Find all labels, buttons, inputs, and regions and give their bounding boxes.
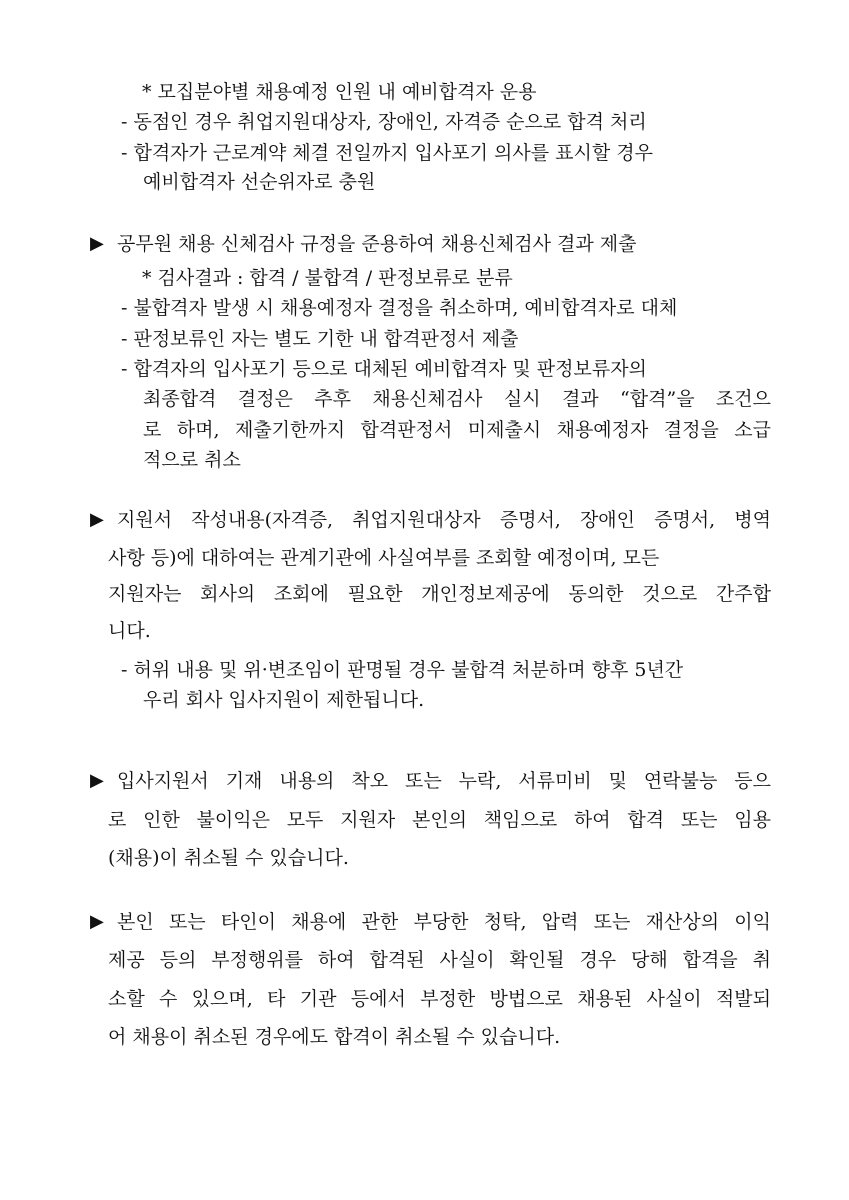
s2-final-line1: - 합격자의 입사포기 등으로 대체된 예비합격자 및 판정보류자의	[121, 358, 647, 380]
s3-line4: 니다.	[108, 620, 151, 642]
s2-bullet-icon: ▶	[90, 233, 104, 254]
s3-line2: 사항 등)에 대하여는 관계기관에 사실여부를 조회할 예정이며, 모든	[108, 547, 660, 569]
s4-line1: 입사지원서 기재 내용의 착오 또는 누락, 서류미비 및 연락불능 등으	[117, 770, 771, 792]
s2-final-line4: 적으로 취소	[143, 449, 241, 471]
s5-bullet-icon: ▶	[90, 911, 104, 932]
s4-line2: 로 인한 불이익은 모두 지원자 본인의 책임으로 하여 합격 또는 임용	[108, 809, 771, 831]
s2-final-line2: 최종합격 결정은 추후 채용신체검사 실시 결과 “합격”을 조건으	[143, 388, 771, 410]
s1-tie-rule: - 동점인 경우 취업지원대상자, 장애인, 자격증 순으로 합격 처리	[121, 111, 647, 133]
s2-note: * 검사결과 : 합격 / 불합격 / 판정보류로 분류	[142, 267, 513, 289]
s5-line2: 제공 등의 부정행위를 하여 합격된 사실이 확인될 경우 당해 합격을 취	[108, 949, 771, 971]
s3-false-line1: - 허위 내용 및 위·변조임이 판명될 경우 불합격 처분하며 향후 5년간	[121, 659, 684, 681]
s2-final-line3: 로 하며, 제출기한까지 합격판정서 미제출시 채용예정자 결정을 소급	[143, 419, 771, 441]
s1-note: * 모집분야별 채용예정 인원 내 예비합격자 운용	[142, 81, 537, 103]
s4-line3: (채용)이 취소될 수 있습니다.	[108, 847, 349, 869]
s5-line3: 소할 수 있으며, 타 기관 등에서 부정한 방법으로 채용된 사실이 적발되	[108, 988, 771, 1010]
s2-fail-rule: - 불합격자 발생 시 채용예정자 결정을 취소하며, 예비합격자로 대체	[121, 297, 678, 319]
s2-pending-rule: - 판정보류인 자는 별도 기한 내 합격판정서 제출	[121, 328, 519, 350]
s2-heading: 공무원 채용 신체검사 규정을 준용하여 채용신체검사 결과 제출	[117, 233, 637, 255]
s3-line1: 지원서 작성내용(자격증, 취업지원대상자 증명서, 장애인 증명서, 병역	[117, 509, 771, 531]
s3-line3: 지원자는 회사의 조회에 필요한 개인정보제공에 동의한 것으로 간주합	[108, 583, 771, 605]
s5-line4: 어 채용이 취소된 경우에도 합격이 취소될 수 있습니다.	[108, 1026, 561, 1048]
s3-false-line2: 우리 회사 입사지원이 제한됩니다.	[143, 689, 425, 711]
s4-bullet-icon: ▶	[90, 770, 104, 791]
s3-bullet-icon: ▶	[90, 509, 104, 530]
s5-line1: 본인 또는 타인이 채용에 관한 부당한 청탁, 압력 또는 재산상의 이익	[117, 911, 771, 933]
s1-waiver-line2: 예비합격자 선순위자로 충원	[143, 171, 376, 193]
s1-waiver-line1: - 합격자가 근로계약 체결 전일까지 입사포기 의사를 표시할 경우	[121, 142, 653, 164]
